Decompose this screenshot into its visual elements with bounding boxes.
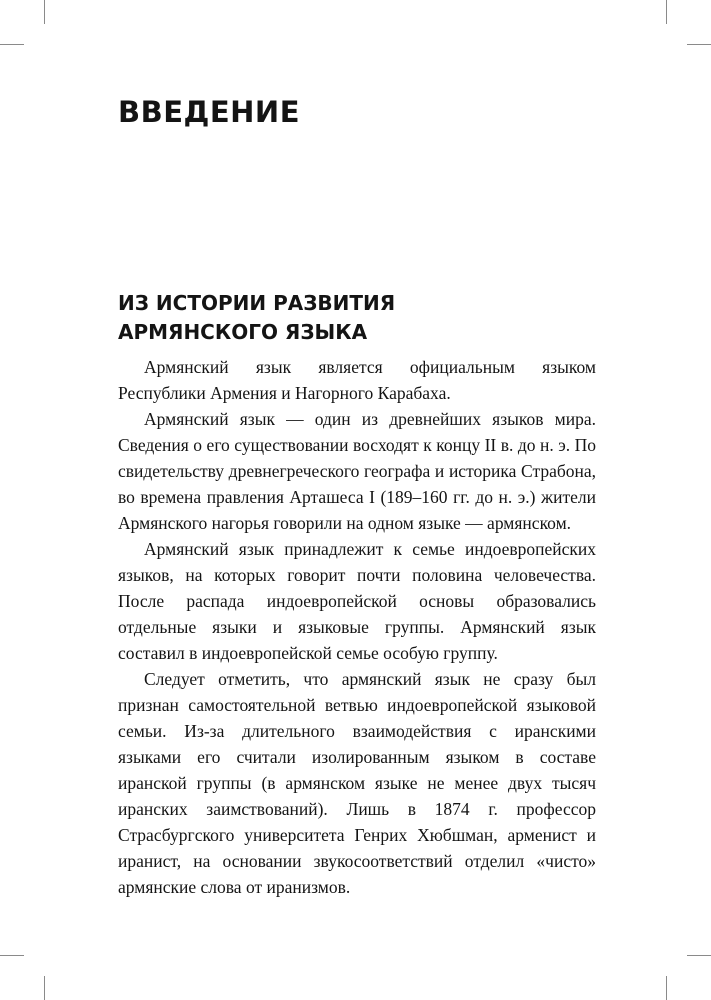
- section-title: [118, 289, 395, 347]
- section-title-line-2: АРМЯНСКОГО ЯЗЫКА: [118, 320, 368, 344]
- crop-mark-bottom-left-vertical: [44, 976, 45, 1000]
- paragraph-2: Армянский язык — один из древнейших языков мира. Сведения о его существовании восходят к концу II в. до н. э. По свидетельству древнегреческого географа и историка Страбона, во времена правления Арташеса I (189–160 гг. до н. э.) жители Армянского нагорья говорили на одном языке — армянском.: [118, 409, 596, 533]
- paragraph-4: Следует отметить, что армянский язык не сразу был признан самостоятельной ветвью индоевропейской языковой семьи. Из-за длительного взаимодействия с иранскими языками его считали изолированным языком в составе иранской группы (в армянском языке не менее двух тысяч иранских заимствований). Лишь в 1874 г. профессор Страсбургского университета Генрих Хюбшман, арменист и иранист, на основании звукосоответствий отделил «чисто» армянские слова от иранизмов.: [118, 669, 596, 897]
- crop-mark-top-left-horizontal: [0, 44, 24, 45]
- chapter-title: ВВЕДЕНИЕ: [118, 95, 301, 129]
- section-title-line-1: ИЗ ИСТОРИИ РАЗВИТИЯ: [118, 291, 396, 315]
- crop-mark-bottom-left-horizontal: [0, 955, 24, 956]
- crop-mark-top-right-horizontal: [687, 44, 711, 45]
- crop-mark-top-right-vertical: [666, 0, 667, 24]
- paragraph-1: Армянский язык является официальным языком Республики Армения и Нагорного Карабаха.: [118, 357, 596, 403]
- crop-mark-bottom-right-horizontal: [687, 955, 711, 956]
- body-text: [118, 354, 596, 900]
- crop-mark-top-left-vertical: [44, 0, 45, 24]
- paragraph-3: Армянский язык принадлежит к семье индоевропейских языков, на которых говорит почти половина человечества. После распада индоевропейской основы образовались отдельные языки и языковые группы. Армянский язык составил в индоевропейской семье особую группу.: [118, 539, 596, 663]
- crop-mark-bottom-right-vertical: [666, 976, 667, 1000]
